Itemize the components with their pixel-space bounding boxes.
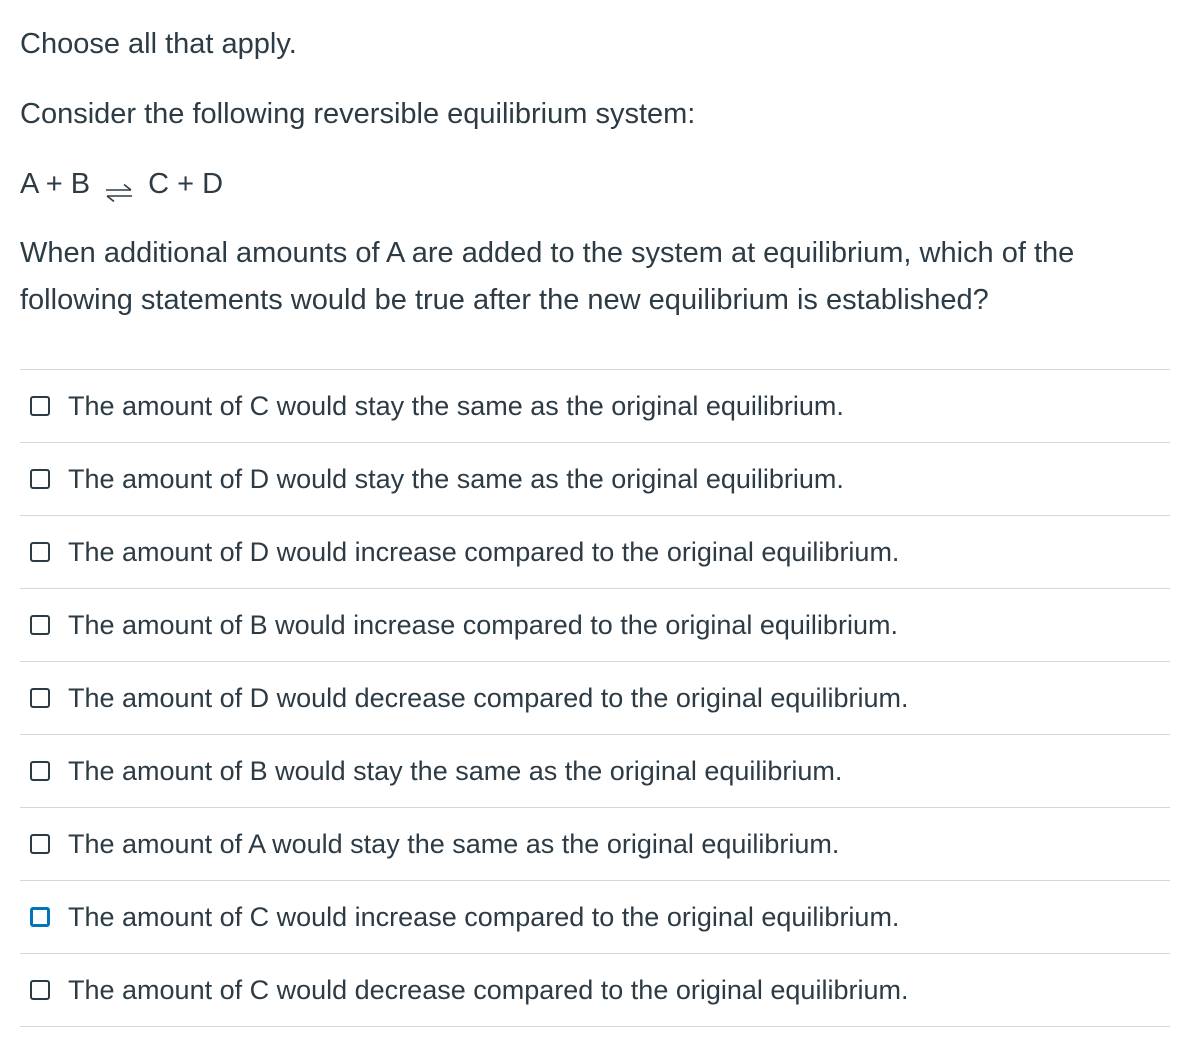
answer-checkbox[interactable] <box>30 907 50 927</box>
equation-reactants: A + B <box>20 168 91 200</box>
answer-label[interactable]: The amount of D would decrease compared to the original equilibrium. <box>68 683 909 713</box>
answer-label[interactable]: The amount of D would increase compared to the original equilibrium. <box>68 537 900 567</box>
instruction-text: Choose all that apply. <box>20 28 297 60</box>
answer-checkbox[interactable] <box>30 980 50 1000</box>
answer-label[interactable]: The amount of B would increase compared to the original equilibrium. <box>68 610 898 640</box>
answer-label[interactable]: The amount of B would stay the same as the original equilibrium. <box>68 756 843 786</box>
equation-products: C + D <box>148 168 224 200</box>
answer-checkbox[interactable] <box>30 542 50 562</box>
answer-option[interactable] <box>20 589 1170 662</box>
answer-label[interactable]: The amount of A would stay the same as the original equilibrium. <box>68 829 840 859</box>
answer-option[interactable] <box>20 370 1170 443</box>
answer-checkbox[interactable] <box>30 834 50 854</box>
answer-checkbox[interactable] <box>30 688 50 708</box>
equation <box>20 162 223 206</box>
answer-list <box>20 369 1170 1027</box>
answer-checkbox[interactable] <box>30 615 50 635</box>
answer-option[interactable] <box>20 954 1170 1027</box>
answer-option[interactable] <box>20 881 1170 954</box>
answer-checkbox[interactable] <box>30 396 50 416</box>
answer-label[interactable]: The amount of C would stay the same as the original equilibrium. <box>68 391 844 421</box>
answer-label[interactable]: The amount of C would decrease compared to the original equilibrium. <box>68 975 909 1005</box>
answer-option[interactable] <box>20 662 1170 735</box>
answer-option[interactable] <box>20 443 1170 516</box>
answer-option[interactable] <box>20 516 1170 589</box>
equilibrium-arrows-icon <box>104 172 134 192</box>
answer-option[interactable] <box>20 735 1170 808</box>
answer-label[interactable]: The amount of C would increase compared to the original equilibrium. <box>68 902 900 932</box>
answer-checkbox[interactable] <box>30 761 50 781</box>
answer-label[interactable]: The amount of D would stay the same as the original equilibrium. <box>68 464 844 494</box>
prompt-text: Consider the following reversible equilibrium system: <box>20 98 696 130</box>
answer-option[interactable] <box>20 808 1170 881</box>
question-stem: When additional amounts of A are added to the system at equilibrium, which of the following statements would be true after the new equilibrium is established? <box>20 237 1075 316</box>
answer-checkbox[interactable] <box>30 469 50 489</box>
